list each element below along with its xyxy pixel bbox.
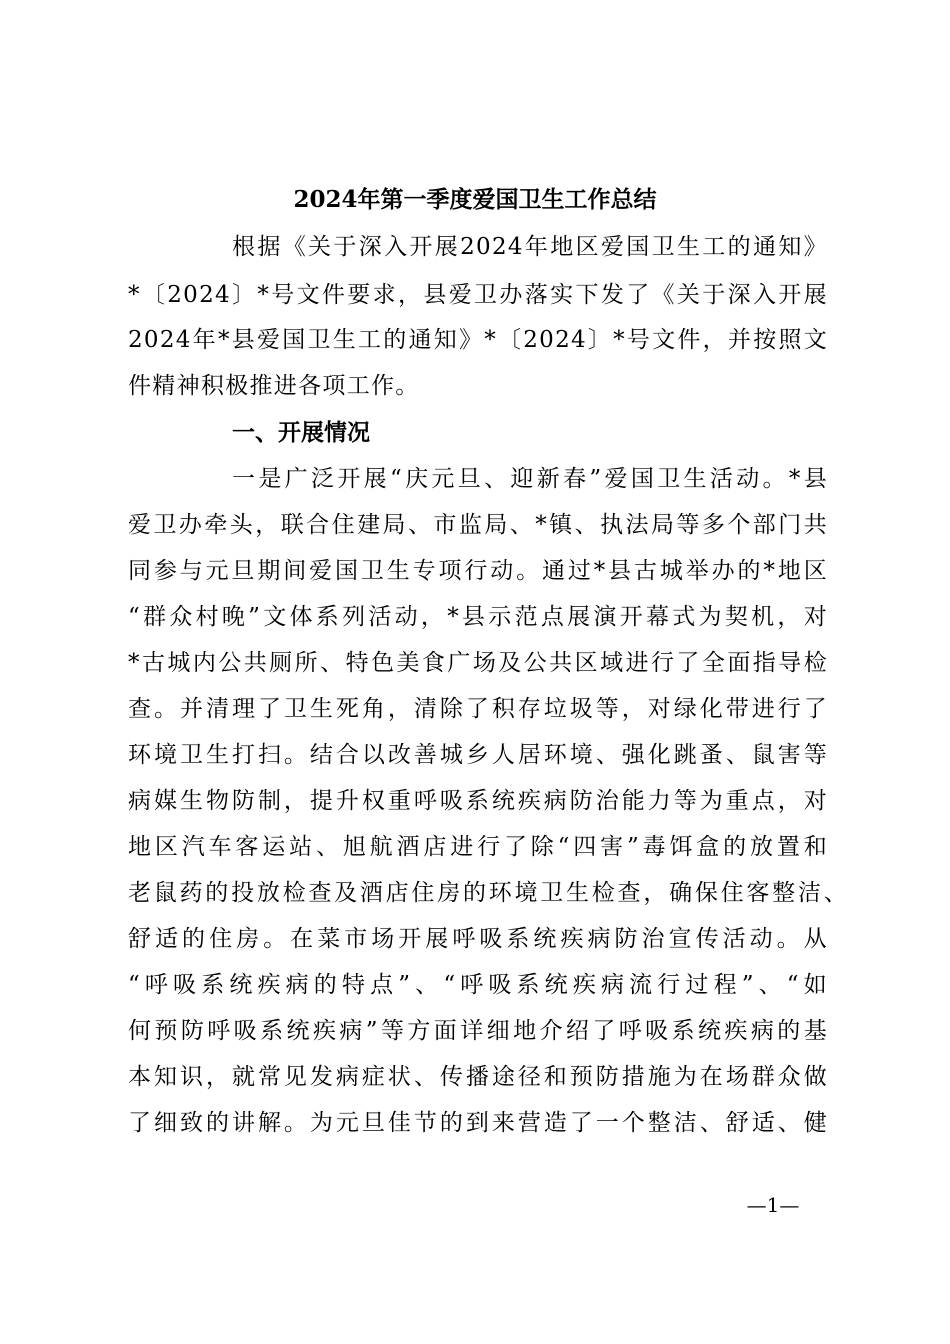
paragraph-line: 一是广泛开展“庆元旦、迎新春”爱国卫生活动。*县 (232, 466, 828, 492)
paragraph-line: 查。并清理了卫生死角，清除了积存垃圾等，对绿化带进行了 (128, 696, 828, 722)
paragraph-line: 病媒生物防制，提升权重呼吸系统疾病防治能力等为重点，对 (128, 788, 828, 814)
intro-line: 2024年*县爱国卫生工的通知》*〔2024〕*号文件，并按照文 (128, 327, 828, 353)
intro-line: 根据《关于深入开展2024年地区爱国卫生工的通知》 (232, 234, 828, 260)
paragraph-line: 何预防呼吸系统疾病”等方面详细地介绍了呼吸系统疾病的基 (128, 1018, 828, 1044)
paragraph-line: 同参与元旦期间爱国卫生专项行动。通过*县古城举办的*地区 (128, 558, 828, 584)
paragraph-line: “群众村晚”文体系列活动，*县示范点展演开幕式为契机，对 (128, 604, 828, 630)
paragraph-line: “呼吸系统疾病的特点”、“呼吸系统疾病流行过程”、“如 (128, 972, 828, 998)
paragraph-line: 舒适的住房。在菜市场开展呼吸系统疾病防治宣传活动。从 (128, 926, 828, 952)
section-heading: 一、开展情况 (232, 420, 370, 446)
paragraph-line: 爱卫办牵头，联合住建局、市监局、*镇、执法局等多个部门共 (128, 512, 828, 538)
document-title: 2024年第一季度爱国卫生工作总结 (293, 186, 657, 213)
intro-line: 件精神积极推进各项工作。 (128, 373, 420, 399)
paragraph-line: 老鼠药的投放检查及酒店住房的环境卫生检查，确保住客整洁、 (128, 880, 848, 906)
paragraph-line: *古城内公共厕所、特色美食广场及公共区域进行了全面指导检 (128, 650, 828, 676)
paragraph-line: 了细致的讲解。为元旦佳节的到来营造了一个整洁、舒适、健 (128, 1110, 828, 1136)
paragraph-line: 本知识，就常见发病症状、传播途径和预防措施为在场群众做 (128, 1064, 828, 1090)
paragraph-line: 地区汽车客运站、旭航酒店进行了除“四害”毒饵盒的放置和 (128, 834, 828, 860)
page-number: —1— (746, 1193, 800, 1217)
paragraph-line: 环境卫生打扫。结合以改善城乡人居环境、强化跳蚤、鼠害等 (128, 742, 828, 768)
intro-line: *〔2024〕*号文件要求，县爱卫办落实下发了《关于深入开展 (128, 282, 828, 308)
